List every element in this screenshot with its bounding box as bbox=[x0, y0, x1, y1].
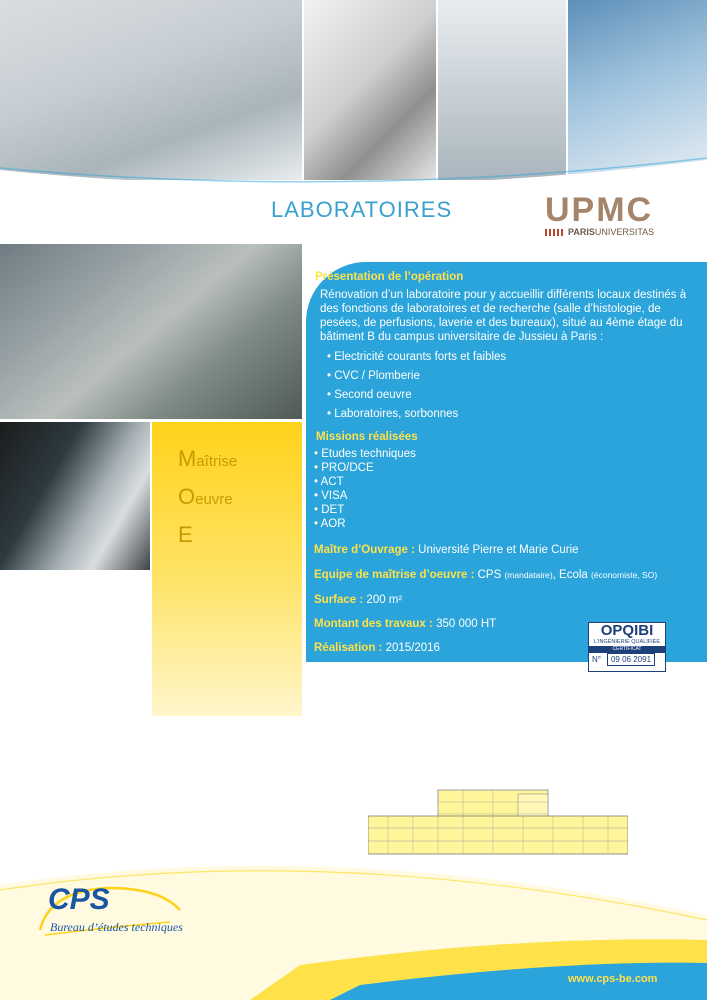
list-item: • PRO/DCE bbox=[314, 462, 374, 474]
moe-e: E bbox=[178, 522, 193, 547]
presentation-text: Rénovation d’un laboratoire pour y accueillir différents locaux destinés à des fonctions de laboratoires et de recherche (salle d’histologie, de pesées, de perfusions, laverie et des bureaux), situé au 4ème étage du bâtiment B du campus universitaire de Jussieu à Paris : bbox=[320, 289, 687, 343]
maitre-ouvrage: Maître d’Ouvrage : Université Pierre et Marie Curie bbox=[314, 544, 579, 556]
aerial-campus-photo bbox=[0, 244, 302, 419]
presentation-list bbox=[327, 350, 695, 421]
opqibi-subtitle: L’INGÉNIERIE QUALIFIÉE bbox=[593, 639, 661, 645]
missions-list bbox=[314, 447, 416, 531]
upmc-bars-icon bbox=[545, 229, 565, 236]
upmc-logo-sub: PARISUNIVERSITAS bbox=[545, 227, 660, 238]
page-title: LABORATOIRES bbox=[271, 197, 453, 222]
opqibi-badge bbox=[588, 622, 666, 672]
info-content bbox=[315, 270, 695, 426]
opqibi-certificat: CERTIFICAT bbox=[589, 646, 665, 653]
list-item: • CVC / Plomberie bbox=[327, 370, 420, 382]
upmc-logo-text: UPMC bbox=[545, 191, 654, 229]
moe-maitrise: Maîtrise bbox=[178, 446, 238, 471]
opqibi-title: OPQIBI bbox=[600, 622, 654, 639]
presentation-heading: Présentation de l’opération bbox=[315, 271, 464, 283]
cps-tagline: Bureau d’études techniques bbox=[50, 920, 183, 934]
list-item: • VISA bbox=[314, 490, 348, 502]
list-item: • AOR bbox=[314, 518, 346, 530]
list-item: • Electricité courants forts et faibles bbox=[327, 351, 507, 363]
equipe-moe: Equipe de maîtrise d’oeuvre : CPS (mandataire), Ecola (économiste, SO) bbox=[314, 569, 658, 581]
list-item: • Second oeuvre bbox=[327, 389, 412, 401]
website-link[interactable]: www.cps-be.com bbox=[568, 973, 658, 985]
montant-travaux: Montant des travaux : 350 000 HT bbox=[314, 618, 497, 630]
list-item: • Laboratoires, sorbonnes bbox=[327, 408, 459, 420]
missions-heading: Missions réalisées bbox=[316, 431, 418, 443]
upmc-logo bbox=[545, 193, 660, 238]
realisation: Réalisation : 2015/2016 bbox=[314, 642, 440, 654]
opqibi-number: N° 09 06 2091 bbox=[589, 653, 665, 666]
list-item: • Etudes techniques bbox=[314, 448, 416, 460]
moe-oeuvre: Oeuvre bbox=[178, 484, 233, 509]
list-item: • ACT bbox=[314, 476, 344, 488]
cps-logo: CPS bbox=[48, 883, 110, 916]
list-item: • DET bbox=[314, 504, 345, 516]
surface: Surface : 200 m² bbox=[314, 594, 403, 606]
lab-worker-photo bbox=[0, 422, 150, 570]
